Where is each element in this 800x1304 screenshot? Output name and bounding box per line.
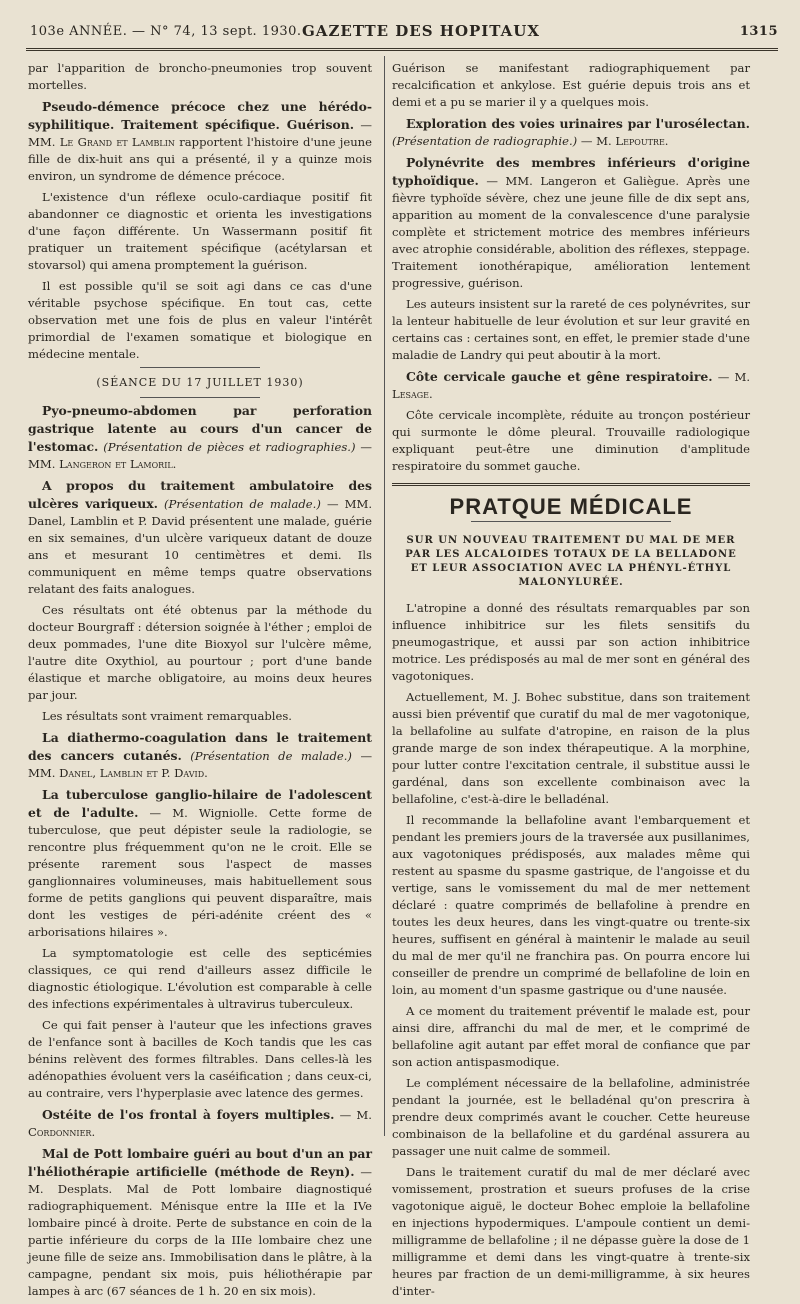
paragraph: La symptomatologie est celle des septicémies classiques, ce qui rend d'ailleurs assez difficile le diagnostic étiologique. L'évolution est comparable à celle des infections expérimentales à ultravirus tuberculeux. [28,946,372,1011]
article-presentation: (Présentation de malade.) [164,497,321,511]
article-title: Exploration des voies urinaires par l'urosélectan. [406,116,750,131]
article-cote-cervicale [392,368,750,403]
article-ulceres [28,477,372,598]
section-title: PRATQUE MÉDICALE [449,494,693,519]
paragraph: Les auteurs insistent sur la rareté de ces polynévrites, sur la lenteur habituelle de leur évolution et sur leur gravité en certains cas : certaines sont, en effet, le premier stade d'une maladie de Landry qui peut aboutir à la mort. [392,297,750,362]
page-header [30,18,778,46]
paragraph: Les résultats sont vraiment remarquables. [42,709,292,723]
section-rule [471,521,671,522]
article-uroselectan [392,115,750,150]
article-osteite [28,1106,372,1141]
paragraph: Guérison se manifestant radiographiquement par recalcification et ankylose. Est guérie depuis trois ans et demi et a pu se marier il y a quelques mois. [392,61,750,109]
paragraph: Ces résultats ont été obtenus par la méthode du docteur Bourgraff : détersion soignée à l'éther ; emploi de deux pommades, l'une dite Bioxyol sur l'ulcère même, l'autre dite Oxythiol, au pourtour ; port d'une bande élastique et marche obligatoire, au moins deux heures par jour. [28,603,372,702]
article-pyo-pneumo [28,402,372,473]
article-text: — MM. Langeron et Galiègue. Après une fièvre typhoïde sévère, chez une jeune fille de dix sept ans, apparition au moment de la convalescence d'une paralysie complète et strictement motrice des membres inférieurs avec atrophie considérable, abolition des réflexes, steppage. Traitement ionothérapique, amélioration lentement progressive, guérison. [392,174,750,290]
right-column [392,60,750,1304]
article-authors: — MM. Langeron et Lamoril. [28,440,372,471]
article-title: Pyo-pneumo-abdomen par perforation gastrique latente au cours d'un cancer de l'estomac. [28,403,372,454]
paragraph: Il recommande la bellafoline avant l'embarquement et pendant les premiers jours de la traversée aux pusillanimes, aux vagotoniques prédisposés, aux malades même qui restent au spasme du spasme gastrique, de l'angoisse et du vertige, sans le vomissement du mal de mer nettement déclaré : quatre comprimés de bellafoline à prendre en toutes les deux heures, dans les vingt-quatre ou trente-six heures, suffisent en général à maintenir le malade au seuil du mal de mer qu'il ne franchira pas. On pourra encore lui conseiller de prendre un comprimé de bellafoline de loin en loin, au moment d'un spasme gastrique ou d'une nausée. [392,813,750,997]
article-title: Ostéite de l'os frontal à foyers multiples. [42,1107,335,1122]
article-presentation: (Présentation de radiographie.) [392,134,578,148]
journal-title: GAZETTE DES HOPITAUX [302,22,541,40]
article-presentation: (Présentation de malade.) [190,749,352,763]
page-number: 1315 [739,24,778,39]
article-authors: — M. Cordonnier. [28,1108,372,1139]
paragraph: Ce qui fait penser à l'auteur que les infections graves de l'enfance sont à bacilles de Koch tandis que les cas bénins relèvent des formes filtrables. Dans celles-là les adénopathies évoluent vers la caséification ; dans ceux-ci, au contraire, vers l'hyperplasie avec latence des germes. [28,1018,372,1100]
article-text: — M. Wigniolle. Cette forme de tuberculose, que peut dépister seule la radiologie, se rencontre plus fréquemment qu'on ne le croit. Elle se présente rarement sous l'aspect de masses ganglionnaires volumineuses, mais habituellement sous forme de petits ganglions qui peuvent disparaître, mais dont les vestiges de péri-adénite créent des « arborisations hilaires ». [28,806,372,939]
article-text: — M. Desplats. Mal de Pott lombaire diagnostiqué radiographiquement. Ménisque entre la IIIe et la IVe lombaire pincé à droite. Perte de substance en coin de la partie inférieure du corps de la IIIe lombaire chez une jeune fille de seize ans. Immobilisation dans le plâtre, à la campagne, pendant six mois, puis héliothérapie par lampes à arc (67 séances de 1 h. 20 en six mois). [28,1165,372,1298]
article-text: — MM. Danel, Lamblin et P. David présentent une malade, guérie en six semaines, d'un ulcère variqueux datant de douze ans et mesurant 10 centimètres et demi. Ils communiquent en même temps quatre observations relatant des faits analogues. [28,497,373,596]
paragraph: Actuellement, M. J. Bohec substitue, dans son traitement aussi bien préventif que curatif du mal de mer vagotonique, la bellafoline au sulfate d'atropine, en raison de la plus grande marge de son index thérapeutique. A la morphine, pour lutter contre l'excitation centrale, il substitue aussi le gardénal, dans son excellente combinaison avec la bellafoline, c'est-à-dire le belladénal. [392,690,750,806]
article-text: rapportent l'histoire d'une jeune fille de dix-huit ans qui a présenté, il y a quinze mois environ, un syndrome de démence précoce. [28,135,372,183]
issue-info: 103e ANNÉE. — N° 74, 13 sept. 1930. [30,24,302,39]
article-authors: — MM. Le Grand et Lamblin [28,118,372,149]
article-mal-de-pott [28,1145,372,1300]
article-authors: — M. Lepoutre. [580,134,669,148]
section-rule [140,367,260,368]
article-title: A propos du traitement ambulatoire des ulcères variqueux. [28,478,372,511]
article-diathermo [28,729,372,782]
article-polynevrite [392,154,750,292]
left-column [28,60,372,1304]
article-presentation: (Présentation de pièces et radiographies.) [103,440,356,454]
seance-date: (SÉANCE DU 17 JUILLET 1930) [96,376,304,389]
paragraph: Il est possible qu'il se soit agi dans ce cas d'une véritable psychose spécifique. En tout cas, cette observation met une fois de plus en valeur l'intérêt primordial de l'examen somatique et biologique en médecine mentale. [28,279,372,361]
article-pseudo-demence [28,98,372,185]
article-title: Polynévrite des membres inférieurs d'origine typhoïdique. [392,155,750,188]
paragraph: A ce moment du traitement préventif le malade est, pour ainsi dire, affranchi du mal de mer, et le comprimé de bellafoline agit autant par effet moral de confiance que par son action antispasmodique. [392,1004,750,1069]
article-title: Mal de Pott lombaire guéri au bout d'un an par l'héliothérapie artificielle (méthode de Reyn). [28,1146,372,1179]
paragraph: par l'apparition de broncho-pneumonies trop souvent mortelles. [28,61,372,92]
paragraph: L'atropine a donné des résultats remarquables par son influence inhibitrice sur les filets sensitifs du pneumogastrique, et aussi par son action inhibitrice motrice. Les prédisposés au mal de mer sont en général des vagotoniques. [392,601,750,683]
column-divider [384,56,385,1136]
section-rule [140,397,260,398]
article-title: Pseudo-démence précoce chez une hérédo-syphilitique. Traitement spécifique. Guérison. [28,99,372,132]
article-authors: — MM. Danel, Lamblin et P. David. [28,749,373,780]
paragraph: Côte cervicale incomplète, réduite au tronçon postérieur qui surmonte le dôme pleural. Trouvaille radiologique expliquant peut-être une diminution d'amplitude respiratoire du sommet gauche. [392,408,750,473]
paragraph: L'existence d'un réflexe oculo-cardiaque positif fit abandonner ce diagnostic et orienta les investigations d'une façon différente. Un Wassermann positif fit pratiquer un traitement spécifique (acétylarsan et stovarsol) qui amena promptement la guérison. [28,190,372,272]
article-authors: — M. Lesage. [392,370,750,401]
paragraph: Dans le traitement curatif du mal de mer déclaré avec vomissement, prostration et sueurs profuses de la crise vagotonique aiguë, le docteur Bohec emploie la bellafoline en injections hypodermiques. L'ampoule contient un demi-milligramme de bellafoline ; il ne dépasse guère la dose de 1 milligramme et demi dans les vingt-quatre à trente-six heures par fraction de un demi-milligramme, à six heures d'inter- [392,1165,750,1298]
article-tuberculose [28,786,372,941]
article-title: Côte cervicale gauche et gêne respiratoire. [406,369,713,384]
section-rule [392,483,750,486]
article-title: La diathermo-coagulation dans le traitement des cancers cutanés. [28,730,372,763]
header-rule [26,48,778,51]
article-subtitle: SUR UN NOUVEAU TRAITEMENT DU MAL DE MER PAR LES ALCALOIDES TOTAUX DE LA BELLADONE ET LEUR ASSOCIATION AVEC LA PHÉNYL-ÉTHYL MALONYLURÉE. [405,535,737,588]
paragraph: Le complément nécessaire de la bellafoline, administrée pendant la journée, est le belladénal qu'on prescrira à prendre deux comprimés avant le coucher. Cette heureuse combinaison de la bellafoline et du gardénal assurera au passager une nuit calme de sommeil. [392,1076,750,1158]
article-title: La tuberculose ganglio-hilaire de l'adolescent et de l'adulte. [28,787,372,820]
